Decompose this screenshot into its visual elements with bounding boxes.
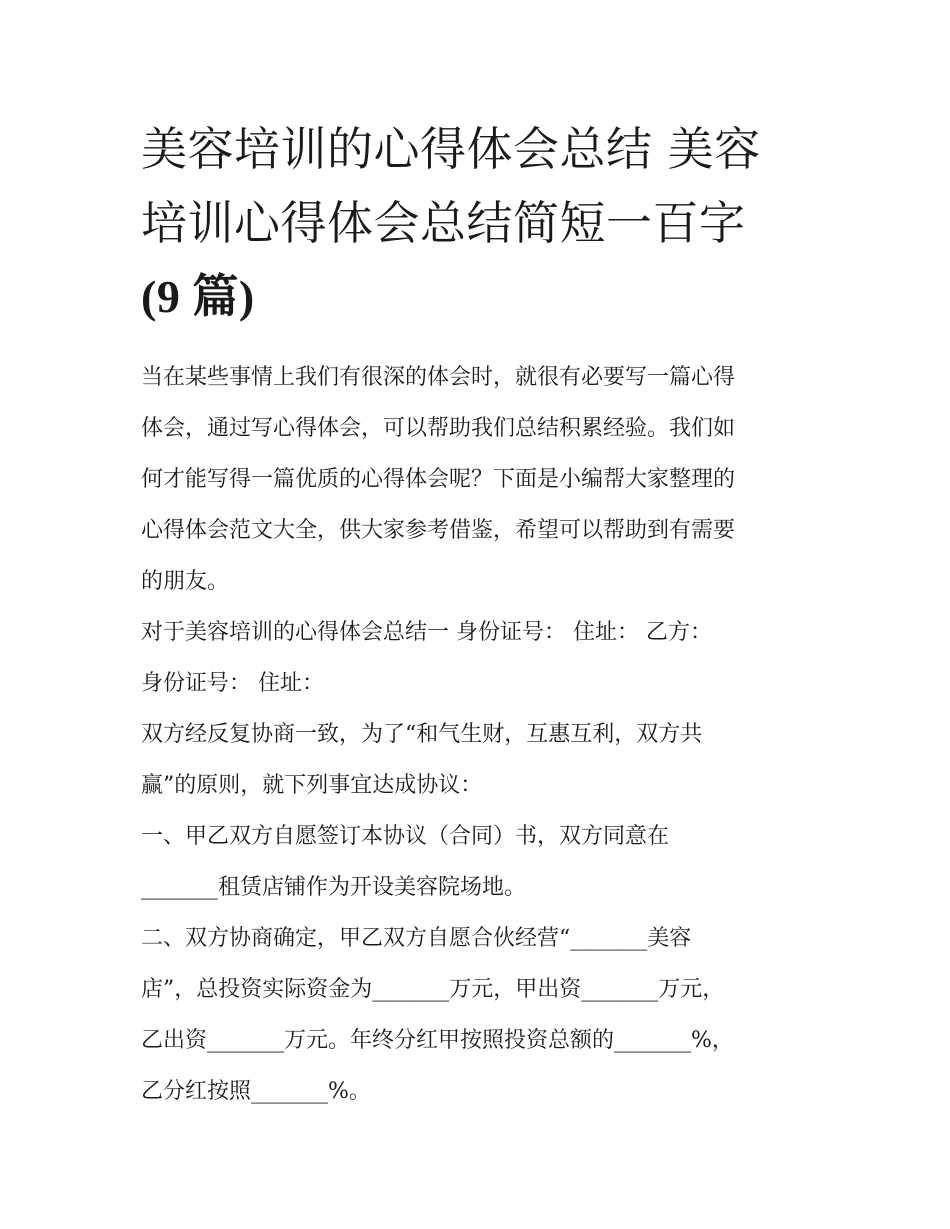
clause-two-line: 乙分红按照_______%。 [141,1079,371,1104]
principle-line: 双方经反复协商一致，为了“和气生财，互惠互利，双方共 [141,722,703,747]
clause-one-line: _______租赁店铺作为开设美容院场地。 [141,875,527,900]
intro-line: 心得体会范文大全，供大家参考借鉴，希望可以帮助到有需要 [141,518,736,543]
agreement-principle-paragraph [141,709,831,811]
intro-line: 当在某些事情上我们有很深的体会时，就很有必要写一篇心得 [141,365,736,390]
clause-one-paragraph [141,811,831,913]
intro-line: 的朋友。 [141,569,230,594]
document-page [141,112,831,1117]
party-info-line: 对于美容培训的心得体会总结一 身份证号： 住址： 乙方： [141,620,712,645]
party-info-paragraph [141,607,831,709]
clause-two-line: 店”，总投资实际资金为_______万元，甲出资_______万元， [141,977,725,1002]
intro-line: 何才能写得一篇优质的心得体会呢？下面是小编帮大家整理的 [141,467,736,492]
clause-two-line: 二、双方协商确定，甲乙双方自愿合伙经营“_______美容 [141,926,692,951]
party-info-line: 身份证号： 住址： [141,671,324,696]
principle-line: 赢”的原则，就下列事宜达成协议： [141,773,483,798]
title-line-1: 美容培训的心得体会总结 美容 [141,122,761,176]
title-line-2: 培训心得体会总结简短一百字 [141,196,746,250]
title-line-3: (9 篇) [141,271,255,322]
document-title [141,112,831,334]
intro-paragraph [141,352,831,607]
clause-two-paragraph [141,913,831,1117]
clause-one-line: 一、甲乙双方自愿签订本协议（合同）书，双方同意在 [141,824,670,849]
intro-line: 体会，通过写心得体会，可以帮助我们总结积累经验。我们如 [141,416,736,441]
clause-two-line: 乙出资_______万元。年终分红甲按照投资总额的_______%， [141,1028,734,1053]
